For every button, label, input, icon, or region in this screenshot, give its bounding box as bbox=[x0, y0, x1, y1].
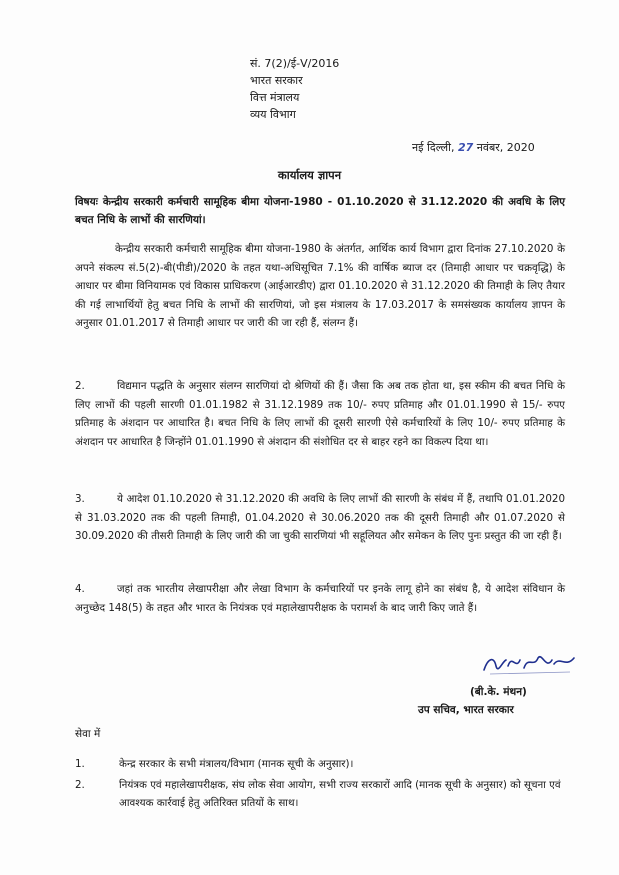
list-item-text: नियंत्रक एवं महालेखापरीक्षक, संघ लोक सेवा आयोग, सभी राज्य सरकारों आदि (मानक सूची के अनुसार) को सूचना एवं आवश्यक कार्रवाई हेतु अतिरिक्त प्रतियों के साथ। bbox=[119, 779, 561, 809]
paragraph-text: ये आदेश 01.10.2020 से 31.12.2020 की अवधि के लिए लाभों की सारणी के संबंध में हैं, तथापि 01.01.2020 से 31.03.2020 तक की पहली तिमाही, 01.04.2020 से 30.06.2020 तक की दूसरी तिमाही और 01.07.2020 से 30.09.2020 की तीसरी तिमाही के लिए जारी की जा चुकी सारणियां भी सहूलियत और समेकन के लिए पुनः प्रस्तुत की जा रही हैं। bbox=[75, 493, 565, 542]
letter-date bbox=[412, 140, 535, 155]
date-place: नई दिल्ली, bbox=[412, 141, 455, 154]
paragraph-number: 4. bbox=[75, 583, 85, 595]
list-item bbox=[75, 755, 565, 773]
paragraph-1 bbox=[75, 240, 565, 333]
date-month-year: नवंबर, 2020 bbox=[476, 141, 535, 154]
department-name: व्यय विभाग bbox=[250, 108, 296, 121]
reference-number: सं. 7(2)/ई-V/2016 bbox=[250, 57, 340, 70]
paragraph-number: 3. bbox=[75, 493, 85, 505]
list-item-number: 2. bbox=[75, 779, 85, 791]
signatory-designation: उप सचिव, भारत सरकार bbox=[418, 704, 514, 716]
government-name: भारत सरकार bbox=[250, 74, 303, 87]
paragraph-text: केन्द्रीय सरकारी कर्मचारी सामूहिक बीमा योजना-1980 के अंतर्गत, आर्थिक कार्य विभाग द्वारा दिनांक 27.10.2020 के अपने संकल्प सं.5(2)-बी(पीडी)/2020 के तहत यथा-अधिसूचित 7.1% की वार्षिक ब्याज दर (तिमाही आधार पर चक्रवृद्धि) के आधार पर बीमा विनियामक एवं विकास प्राधिकरण (आईआरडीए) द्वारा 01.10.2020 से 31.12.2020 की तिमाही के लिए तैयार की गई लाभार्थियों हेतु बचत निधि के लाभों की सारणियां, जो इस मंत्रालय के 17.03.2017 के समसंख्यक कार्यालय ज्ञापन के अनुसार 01.01.2017 से तिमाही आधार पर जारी की जा रही हैं, संलग्न हैं। bbox=[75, 243, 565, 329]
list-item bbox=[75, 776, 565, 812]
handwritten-signature bbox=[480, 648, 580, 678]
signatory-name: (बी.के. मंथन) bbox=[470, 686, 527, 698]
letter-header bbox=[250, 55, 339, 123]
date-day-handwritten: 27 bbox=[457, 141, 474, 154]
page-title: कार्यालय ज्ञापन bbox=[277, 168, 342, 182]
paragraph-4 bbox=[75, 580, 565, 617]
recipient-list bbox=[75, 755, 565, 815]
list-item-text: केन्द्र सरकार के सभी मंत्रालय/विभाग (मानक सूची के अनुसार)। bbox=[119, 758, 354, 770]
paragraph-2 bbox=[75, 377, 565, 451]
to-label: सेवा में bbox=[75, 728, 101, 740]
paragraph-3 bbox=[75, 490, 565, 546]
list-item-number: 1. bbox=[75, 758, 85, 770]
paragraph-text: विद्यमान पद्धति के अनुसार संलग्न सारणियां दो श्रेणियों की हैं। जैसा कि अब तक होता था, इस स्कीम की बचत निधि के लिए लाभों की पहली सारणी 01.01.1982 से 31.12.1989 तक 10/- रुपए प्रतिमाह और 01.01.1990 से 15/- रुपए प्रतिमाह के अंशदान पर आधारित है। बचत निधि के लिए लाभों की दूसरी सारणी ऐसे कर्मचारियों के लिए 10/- रुपए प्रतिमाह के अंशदान पर आधारित है जिन्होंने 01.01.1990 से अंशदान की संशोधित दर से बाहर रहने का विकल्प दिया था। bbox=[75, 380, 565, 448]
paragraph-number: 2. bbox=[75, 380, 85, 392]
subject-line: विषयः केन्द्रीय सरकारी कर्मचारी सामूहिक बीमा योजना-1980 - 01.10.2020 से 31.12.2020 की अवधि के लिए बचत निधि के लाभों की सारणियां। bbox=[75, 196, 565, 226]
ministry-name: वित्त मंत्रालय bbox=[250, 91, 300, 104]
paragraph-text: जहां तक भारतीय लेखापरीक्षा और लेखा विभाग के कर्मचारियों पर इनके लागू होने का संबंध है, ये आदेश संविधान के अनुच्छेद 148(5) के तहत और भारत के नियंत्रक एवं महालेखापरीक्षक के परामर्श के बाद जारी किए जाते हैं। bbox=[75, 583, 565, 614]
